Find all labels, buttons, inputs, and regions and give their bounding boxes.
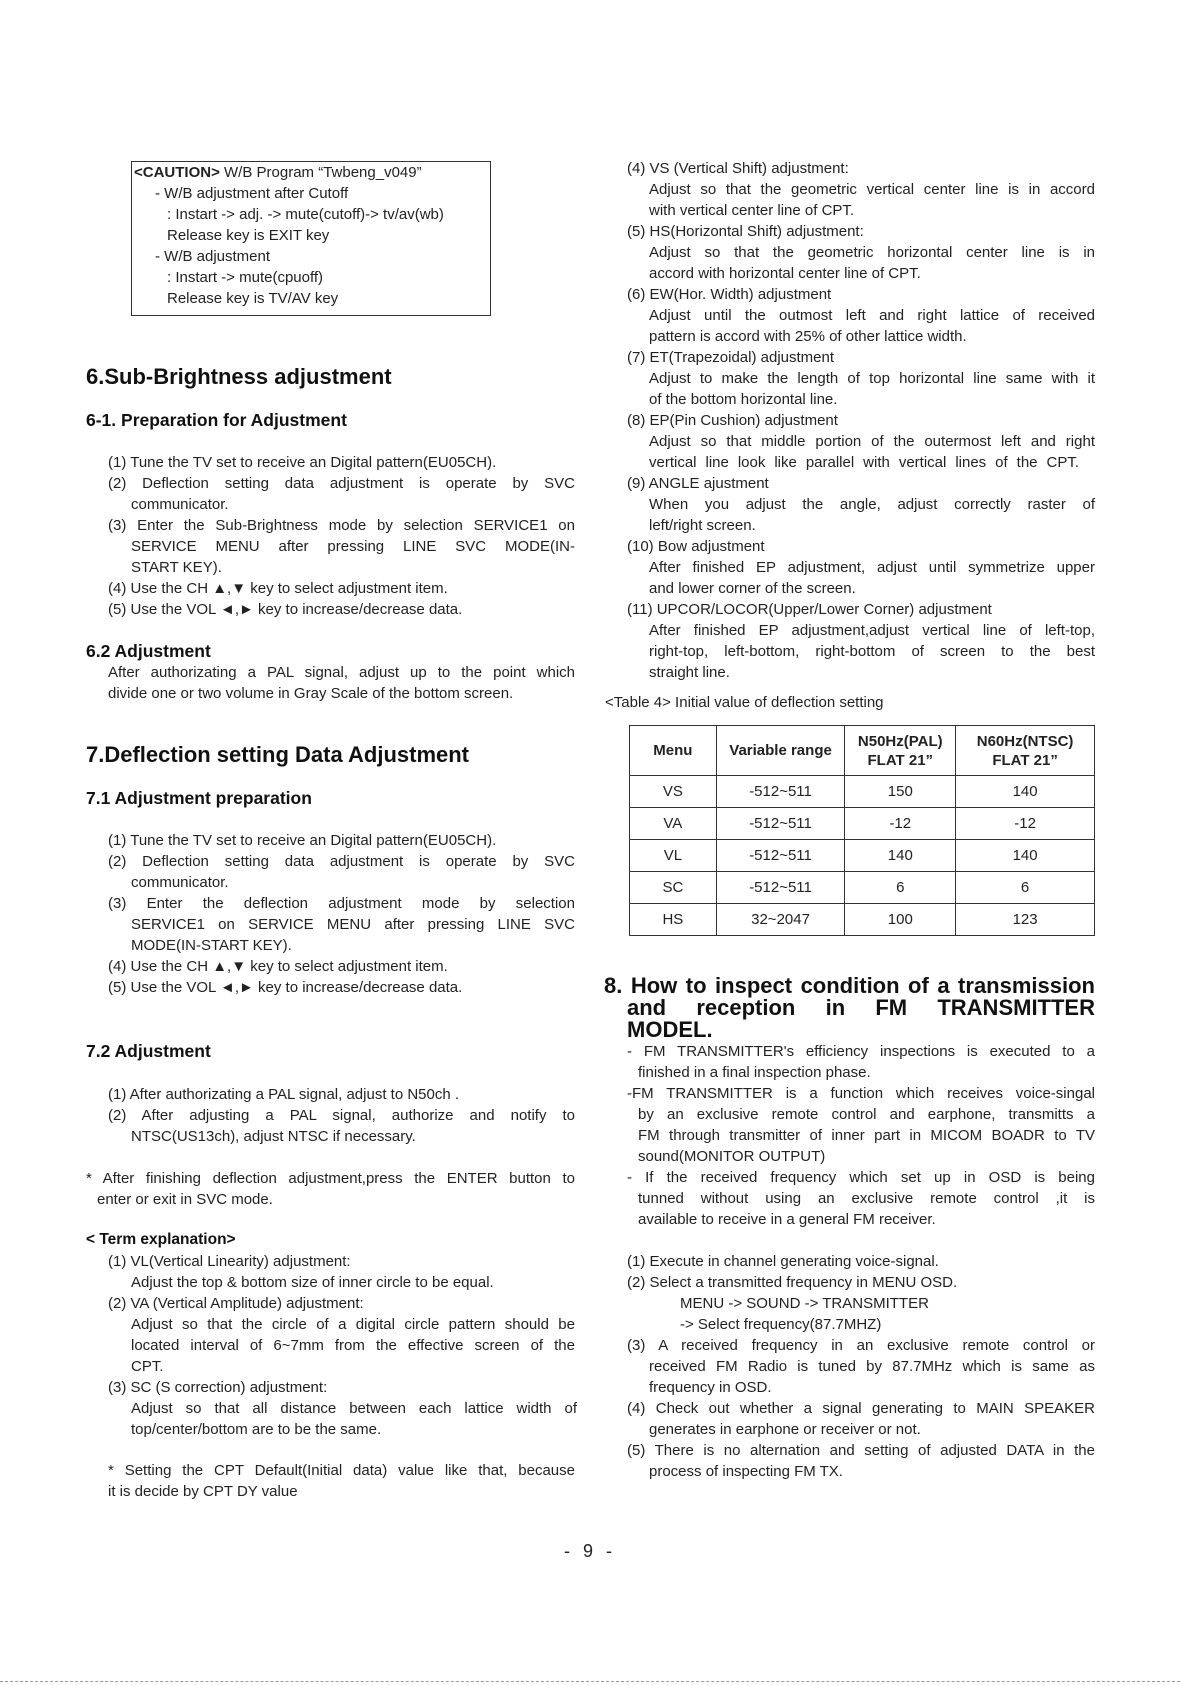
term-line: left/right screen.	[649, 517, 756, 534]
term-line: right-top, left-bottom, right-bottom of screen to the best	[649, 643, 1095, 660]
fm-intro-line: - FM TRANSMITTER's efficiency inspections is executed to a	[627, 1043, 1095, 1060]
fm-step-line: (4) Check out whether a signal generating to MAIN SPEAKER	[627, 1400, 1095, 1417]
term-line: (7) ET(Trapezoidal) adjustment	[627, 349, 835, 366]
term-line: When you adjust the angle, adjust correctly raster of	[649, 496, 1095, 513]
fm-step-line: -> Select frequency(87.7MHZ)	[680, 1316, 882, 1333]
section-6-title: 6.Sub-Brightness adjustment	[86, 364, 392, 389]
fm-intro-line: by an exclusive remote control and earphone, transmitts a	[638, 1106, 1095, 1123]
fm-intro-line: sound(MONITOR OUTPUT)	[638, 1148, 826, 1165]
term-line: Adjust the top & bottom size of inner circle to be equal.	[131, 1274, 494, 1291]
table-cell: 140	[956, 776, 1095, 808]
caution-box	[131, 161, 491, 316]
term-line: (8) EP(Pin Cushion) adjustment	[627, 412, 838, 429]
fm-intro-line: tunned without using an exclusive remote control ,it is	[638, 1190, 1095, 1207]
sec7-item: (5) Use the VOL ◄,► key to increase/decrease data.	[108, 979, 463, 996]
fm-intro-line: available to receive in a general FM receiver.	[638, 1211, 936, 1228]
term-line: Adjust so that the geometric vertical center line is in accord	[649, 181, 1095, 198]
table-cell: -512~511	[716, 808, 845, 840]
caution-line: : Instart -> adj. -> mute(cutoff)-> tv/av(wb)	[167, 206, 444, 223]
deflection-table	[629, 725, 1095, 936]
table-cell: -12	[845, 808, 956, 840]
section-7-2-heading: 7.2 Adjustment	[86, 1041, 211, 1061]
term-line: Adjust so that the geometric horizontal center line is in	[649, 244, 1095, 261]
default-note-line: * Setting the CPT Default(Initial data) value like that, because	[108, 1462, 575, 1479]
table-4-caption: <Table 4> Initial value of deflection setting	[605, 694, 884, 711]
table-row	[630, 872, 1095, 904]
fm-intro-line: finished in a final inspection phase.	[638, 1064, 871, 1081]
table-cell: 100	[845, 904, 956, 936]
table-cell: 32~2047	[716, 904, 845, 936]
table-cell: -512~511	[716, 840, 845, 872]
section-7-title: 7.Deflection setting Data Adjustment	[86, 742, 470, 767]
section-8-title: MODEL.	[627, 1017, 713, 1042]
table-cell: 150	[845, 776, 956, 808]
sec7-adj-line: (1) After authorizating a PAL signal, adjust to N50ch .	[108, 1086, 460, 1103]
header-variable-range: Variable range	[716, 726, 845, 776]
term-line: (6) EW(Hor. Width) adjustment	[627, 286, 832, 303]
caution-line: - W/B adjustment after Cutoff	[155, 185, 349, 202]
sec6-adj-line: After authorizating a PAL signal, adjust up to the point which	[108, 664, 575, 681]
table-cell: 140	[956, 840, 1095, 872]
fm-step-line: (1) Execute in channel generating voice-signal.	[627, 1253, 939, 1270]
sec6-item: communicator.	[131, 496, 229, 513]
term-line: (3) SC (S correction) adjustment:	[108, 1379, 328, 1396]
header-n50hz: N50Hz(PAL) FLAT 21”	[845, 726, 956, 776]
caution-line: <CAUTION> W/B Program “Twbeng_v049”	[134, 164, 422, 181]
fm-step-line: (2) Select a transmitted frequency in MENU OSD.	[627, 1274, 958, 1291]
caution-line: Release key is TV/AV key	[167, 290, 339, 307]
sec7-adj-line: NTSC(US13ch), adjust NTSC if necessary.	[131, 1128, 416, 1145]
sec6-item: (3) Enter the Sub-Brightness mode by selection SERVICE1 on	[108, 517, 575, 534]
term-line: top/center/bottom are to be the same.	[131, 1421, 382, 1438]
svc-note-line: enter or exit in SVC mode.	[97, 1191, 273, 1208]
term-line: and lower corner of the screen.	[649, 580, 856, 597]
term-explanation-heading: < Term explanation>	[86, 1231, 236, 1248]
term-line: CPT.	[131, 1358, 164, 1375]
table-header-row	[630, 726, 1095, 776]
fm-intro-line: -FM TRANSMITTER is a function which receives voice-singal	[627, 1085, 1095, 1102]
table-row	[630, 776, 1095, 808]
sec7-item: (3) Enter the deflection adjustment mode by selection	[108, 895, 575, 912]
term-line: straight line.	[649, 664, 730, 681]
term-line: Adjust so that middle portion of the outermost left and right	[649, 433, 1095, 450]
term-line: (11) UPCOR/LOCOR(Upper/Lower Corner) adjustment	[627, 601, 992, 618]
section-8-title: 8. How to inspect condition of a transmission	[604, 973, 1095, 998]
sec6-item: (1) Tune the TV set to receive an Digital pattern(EU05CH).	[108, 454, 497, 471]
term-line: accord with horizontal center line of CPT.	[649, 265, 921, 282]
table-cell: VA	[630, 808, 717, 840]
bottom-dashed-rule	[0, 1681, 1180, 1682]
term-line: (1) VL(Vertical Linearity) adjustment:	[108, 1253, 351, 1270]
sec7-item: (2) Deflection setting data adjustment is operate by SVC	[108, 853, 575, 870]
fm-intro-line: - If the received frequency which set up in OSD is being	[627, 1169, 1095, 1186]
table-cell: VL	[630, 840, 717, 872]
fm-step-line: (3) A received frequency in an exclusive remote control or	[627, 1337, 1095, 1354]
sec6-item: START KEY).	[131, 559, 222, 576]
term-line: Adjust so that all distance between each lattice width of	[131, 1400, 577, 1417]
sec6-item: SERVICE MENU after pressing LINE SVC MODE(IN-	[131, 538, 575, 555]
term-line: Adjust so that the circle of a digital circle pattern should be	[131, 1316, 575, 1333]
sec7-adj-line: (2) After adjusting a PAL signal, authorize and notify to	[108, 1107, 575, 1124]
section-6-1-heading: 6-1. Preparation for Adjustment	[86, 410, 347, 430]
table-cell: SC	[630, 872, 717, 904]
term-line: (10) Bow adjustment	[627, 538, 765, 555]
caution-line: : Instart -> mute(cpuoff)	[167, 269, 324, 286]
table-cell: VS	[630, 776, 717, 808]
term-line: (4) VS (Vertical Shift) adjustment:	[627, 160, 849, 177]
term-line: After finished EP adjustment,adjust vertical line of left-top,	[649, 622, 1095, 639]
table-row	[630, 808, 1095, 840]
sec6-item: (2) Deflection setting data adjustment is operate by SVC	[108, 475, 575, 492]
page-number: - 9 -	[563, 1541, 616, 1561]
fm-step-line: frequency in OSD.	[649, 1379, 772, 1396]
section-6-2-heading: 6.2 Adjustment	[86, 641, 211, 661]
fm-step-line: (5) There is no alternation and setting of adjusted DATA in the	[627, 1442, 1095, 1459]
sec7-item: MODE(IN-START KEY).	[131, 937, 292, 954]
sec6-item: (5) Use the VOL ◄,► key to increase/decrease data.	[108, 601, 463, 618]
fm-step-line: received FM Radio is tuned by 87.7MHz which is same as	[649, 1358, 1095, 1375]
table-cell: 6	[956, 872, 1095, 904]
default-note-line: it is decide by CPT DY value	[108, 1483, 298, 1500]
term-line: with vertical center line of CPT.	[649, 202, 855, 219]
fm-step-line: process of inspecting FM TX.	[649, 1463, 843, 1480]
term-line: Adjust until the outmost left and right lattice of received	[649, 307, 1095, 324]
term-line: (9) ANGLE ajustment	[627, 475, 769, 492]
section-7-1-heading: 7.1 Adjustment preparation	[86, 788, 312, 808]
term-line: Adjust to make the length of top horizontal line same with it	[649, 370, 1095, 387]
fm-step-line: MENU -> SOUND -> TRANSMITTER	[680, 1295, 929, 1312]
svc-note-line: * After finishing deflection adjustment,press the ENTER button to	[86, 1170, 575, 1187]
section-8-title: and reception in FM TRANSMITTER	[627, 995, 1095, 1020]
sec6-item: (4) Use the CH ▲,▼ key to select adjustment item.	[108, 580, 448, 597]
caution-line: - W/B adjustment	[155, 248, 271, 265]
term-line: (5) HS(Horizontal Shift) adjustment:	[627, 223, 864, 240]
caution-line: Release key is EXIT key	[167, 227, 330, 244]
sec7-item: (4) Use the CH ▲,▼ key to select adjustment item.	[108, 958, 448, 975]
fm-step-line: generates in earphone or receiver or not.	[649, 1421, 921, 1438]
term-line: vertical line look like parallel with vertical lines of the CPT.	[649, 454, 1079, 471]
term-line: pattern is accord with 25% of other lattice width.	[649, 328, 967, 345]
header-n60hz: N60Hz(NTSC) FLAT 21”	[956, 726, 1095, 776]
table-cell: 140	[845, 840, 956, 872]
table-cell: HS	[630, 904, 717, 936]
sec7-item: (1) Tune the TV set to receive an Digital pattern(EU05CH).	[108, 832, 497, 849]
table-cell: 123	[956, 904, 1095, 936]
table-cell: 6	[845, 872, 956, 904]
sec7-item: communicator.	[131, 874, 229, 891]
table-cell: -12	[956, 808, 1095, 840]
fm-intro-line: FM through transmitter of inner part in MICOM BOADR to TV	[638, 1127, 1095, 1144]
table-row	[630, 840, 1095, 872]
table-row	[630, 904, 1095, 936]
table-cell: -512~511	[716, 776, 845, 808]
header-menu: Menu	[630, 726, 717, 776]
term-line: located interval of 6~7mm from the effective screen of the	[131, 1337, 575, 1354]
term-line: of the bottom horizontal line.	[649, 391, 838, 408]
sec6-adj-line: divide one or two volume in Gray Scale of the bottom screen.	[108, 685, 514, 702]
sec7-item: SERVICE1 on SERVICE MENU after pressing LINE SVC	[131, 916, 575, 933]
table-cell: -512~511	[716, 872, 845, 904]
term-line: (2) VA (Vertical Amplitude) adjustment:	[108, 1295, 364, 1312]
term-line: After finished EP adjustment, adjust until symmetrize upper	[649, 559, 1095, 576]
